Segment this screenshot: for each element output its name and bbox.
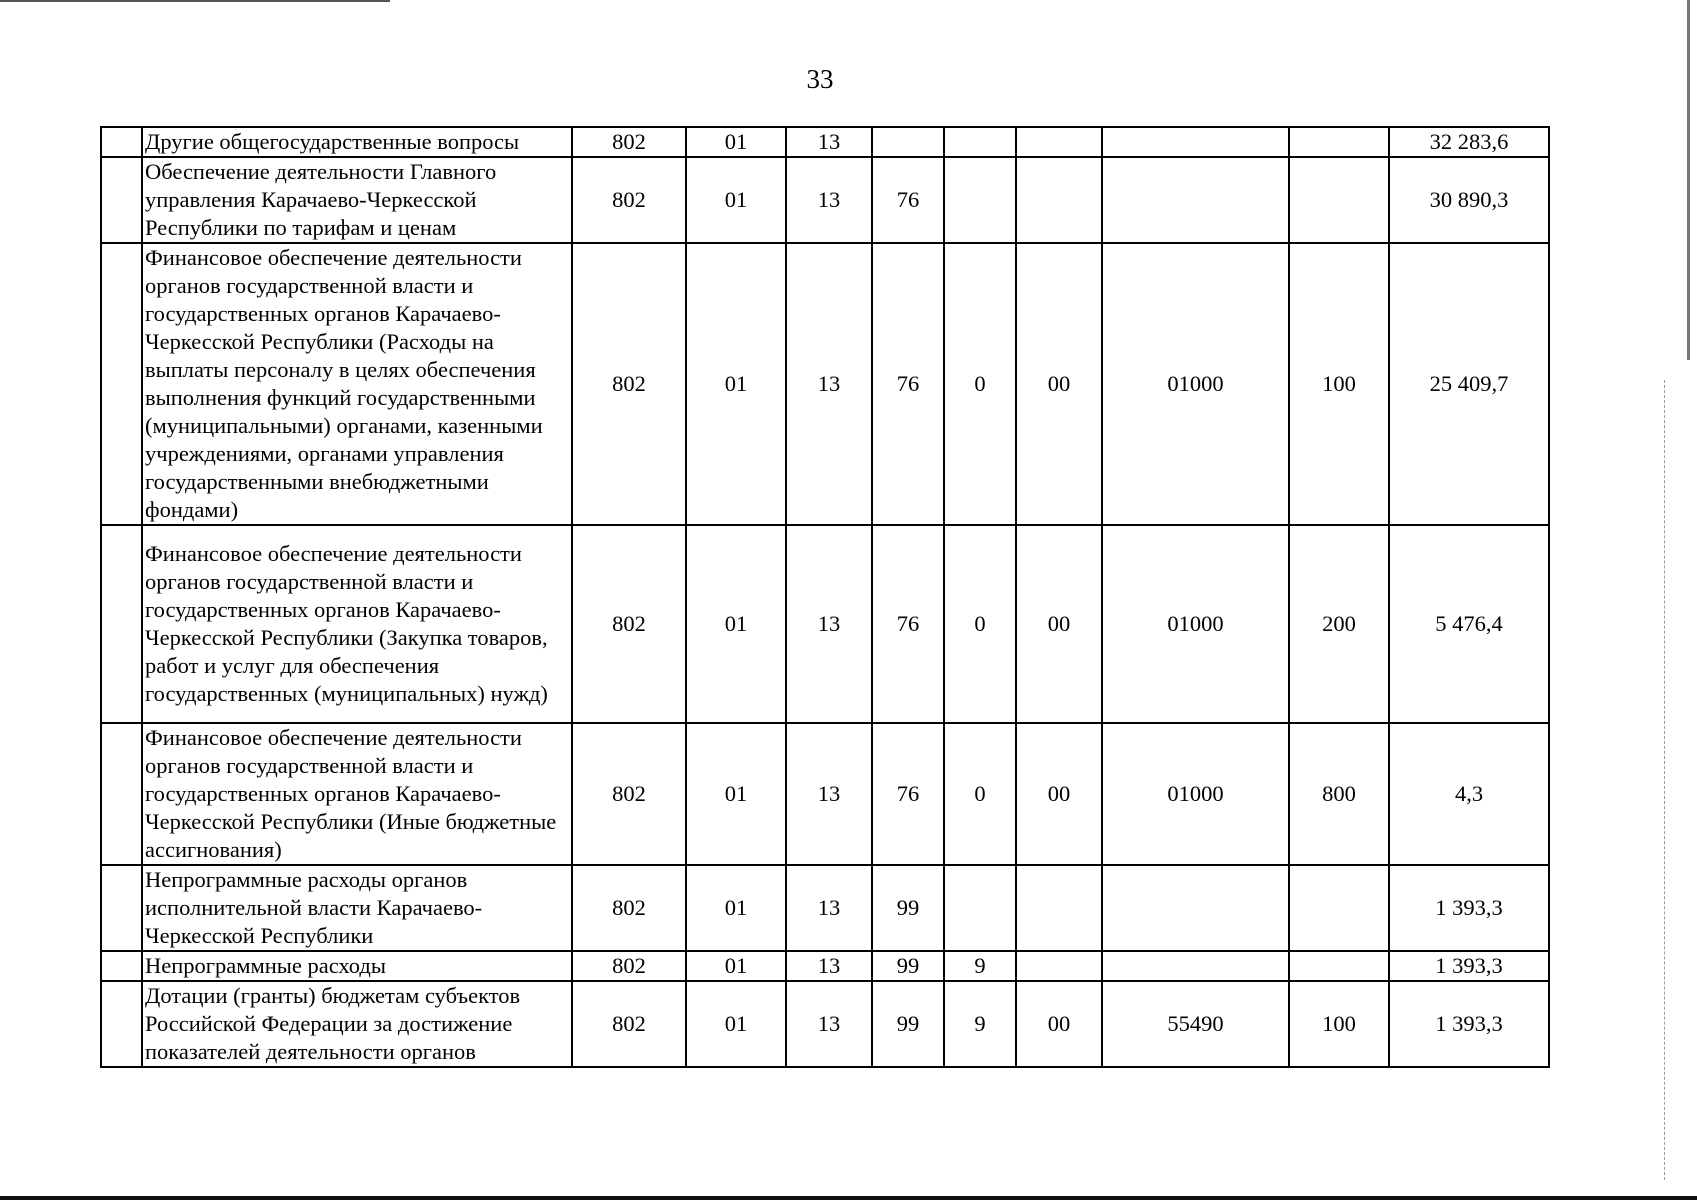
scan-edge-line [0,0,390,2]
direction-code [1102,865,1289,951]
subprogram-code: 9 [944,951,1016,981]
row-marker-cell [101,157,142,243]
program-code: 76 [872,157,944,243]
row-marker-cell [101,865,142,951]
subsection-code: 13 [786,157,872,243]
program-code: 99 [872,865,944,951]
main-event-code: 00 [1016,981,1102,1067]
ministry-code: 802 [572,157,686,243]
program-code [872,127,944,157]
ministry-code: 802 [572,865,686,951]
ministry-code: 802 [572,951,686,981]
direction-code: 01000 [1102,723,1289,865]
subprogram-code [944,865,1016,951]
main-event-code [1016,157,1102,243]
row-marker-cell [101,951,142,981]
table-row [101,127,1549,157]
main-event-code: 00 [1016,525,1102,723]
program-code: 76 [872,723,944,865]
subsection-code: 13 [786,127,872,157]
direction-code: 55490 [1102,981,1289,1067]
program-code: 99 [872,951,944,981]
subsection-code: 13 [786,951,872,981]
amount: 5 476,4 [1389,525,1549,723]
amount: 4,3 [1389,723,1549,865]
amount: 1 393,3 [1389,981,1549,1067]
direction-code: 01000 [1102,243,1289,525]
section-code: 01 [686,723,786,865]
main-event-code [1016,951,1102,981]
subprogram-code [944,127,1016,157]
expense-type-code [1289,865,1389,951]
expense-name: Другие общегосударственные вопросы [142,127,572,157]
section-code: 01 [686,243,786,525]
section-code: 01 [686,865,786,951]
amount: 25 409,7 [1389,243,1549,525]
program-code: 76 [872,525,944,723]
page-number: 33 [806,64,834,94]
expense-type-code [1289,951,1389,981]
scan-edge-line [0,1196,1697,1200]
main-event-code: 00 [1016,723,1102,865]
ministry-code: 802 [572,127,686,157]
table-row [101,951,1549,981]
main-event-code [1016,865,1102,951]
table-row [101,525,1549,723]
main-event-code [1016,127,1102,157]
expense-type-code: 100 [1289,243,1389,525]
section-code: 01 [686,127,786,157]
expense-name: Непрограммные расходы [142,951,572,981]
ministry-code: 802 [572,981,686,1067]
amount: 1 393,3 [1389,865,1549,951]
subprogram-code: 0 [944,243,1016,525]
ministry-code: 802 [572,525,686,723]
expense-type-code [1289,157,1389,243]
amount: 1 393,3 [1389,951,1549,981]
subsection-code: 13 [786,981,872,1067]
subsection-code: 13 [786,525,872,723]
direction-code [1102,157,1289,243]
table-row [101,157,1549,243]
table-row [101,723,1549,865]
row-marker-cell [101,243,142,525]
row-marker-cell [101,127,142,157]
subprogram-code: 0 [944,525,1016,723]
expense-name: Обеспечение деятельности Главного управления Карачаево-Черкесской Республики по тарифам и ценам [142,157,572,243]
subprogram-code: 0 [944,723,1016,865]
table-row [101,865,1549,951]
subsection-code: 13 [786,723,872,865]
amount: 30 890,3 [1389,157,1549,243]
subprogram-code [944,157,1016,243]
subprogram-code: 9 [944,981,1016,1067]
direction-code [1102,951,1289,981]
expense-name: Непрограммные расходы органов исполнительной власти Карачаево-Черкесской Республики [142,865,572,951]
ministry-code: 802 [572,723,686,865]
subsection-code: 13 [786,243,872,525]
expense-type-code: 200 [1289,525,1389,723]
expense-name: Финансовое обеспечение деятельности органов государственной власти и государственных органов Карачаево-Черкесской Республики (Закупка товаров, работ и услуг для обеспечения государственных (муниципальных) нужд) [142,525,572,723]
row-marker-cell [101,525,142,723]
expense-name: Дотации (гранты) бюджетам субъектов Российской Федерации за достижение показателей деятельности органов [142,981,572,1067]
section-code: 01 [686,951,786,981]
section-code: 01 [686,157,786,243]
direction-code [1102,127,1289,157]
row-marker-cell [101,981,142,1067]
row-marker-cell [101,723,142,865]
program-code: 99 [872,981,944,1067]
subsection-code: 13 [786,865,872,951]
expense-type-code: 100 [1289,981,1389,1067]
section-code: 01 [686,525,786,723]
section-code: 01 [686,981,786,1067]
program-code: 76 [872,243,944,525]
scan-edge-line [1687,0,1690,360]
budget-table [100,126,1550,1068]
expense-name: Финансовое обеспечение деятельности органов государственной власти и государственных органов Карачаево-Черкесской Республики (Расходы на выплаты персоналу в целях обеспечения выполнения функций государственными (муниципальными) органами, казенными учреждениями, органами управления государственными внебюджетными фондами) [142,243,572,525]
main-event-code: 00 [1016,243,1102,525]
expense-type-code [1289,127,1389,157]
scan-edge-line [1664,380,1665,1180]
direction-code: 01000 [1102,525,1289,723]
expense-name: Финансовое обеспечение деятельности органов государственной власти и государственных органов Карачаево-Черкесской Республики (Иные бюджетные ассигнования) [142,723,572,865]
ministry-code: 802 [572,243,686,525]
table-row [101,981,1549,1067]
amount: 32 283,6 [1389,127,1549,157]
expense-type-code: 800 [1289,723,1389,865]
table-row [101,243,1549,525]
